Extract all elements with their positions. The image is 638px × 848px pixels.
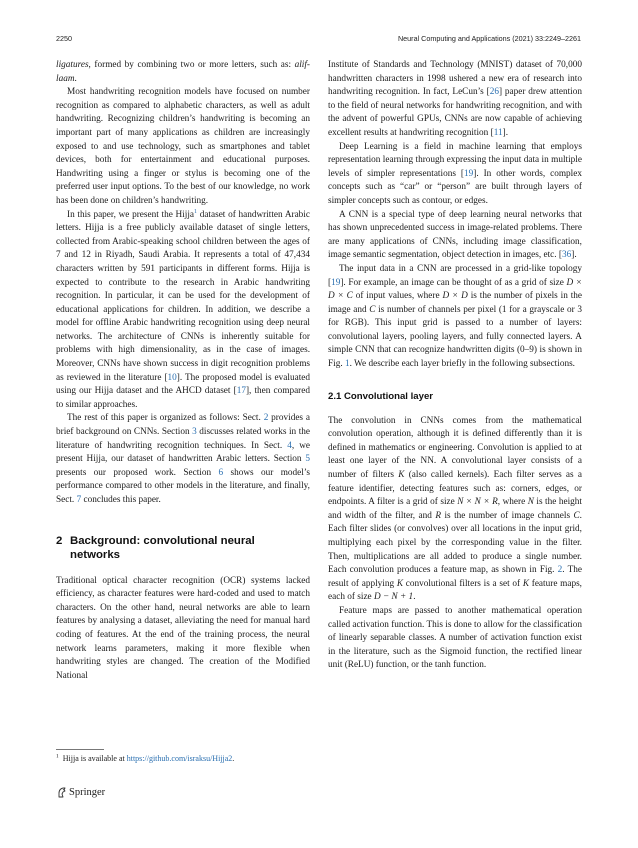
text-run: The input data in a CNN are processed in a grid-like topology [ bbox=[328, 263, 582, 288]
left-column bbox=[56, 59, 310, 683]
math-expression: K bbox=[396, 578, 403, 589]
right-column bbox=[328, 59, 582, 673]
paragraph bbox=[328, 209, 582, 263]
text-run: is the number of image channels bbox=[441, 510, 574, 521]
text-run: feature maps, each of size bbox=[328, 578, 582, 603]
paragraph: Feature maps are passed to another mathematical operation called activation function. This is done to allow for the classification of linearly separable classes. A number of activation function exist in the literature, such as the Sigmoid function, the rectified linear unit (ReLU) function, or the tanh function. bbox=[328, 605, 582, 671]
section-link[interactable]: 3 bbox=[192, 427, 197, 438]
text-run: , formed by combining two or more letters, such as: bbox=[88, 60, 295, 70]
citation-link[interactable]: 36 bbox=[562, 250, 572, 261]
text-run: . We describe each layer briefly in the following subsections. bbox=[349, 359, 575, 370]
citation-link[interactable]: 19 bbox=[331, 277, 341, 288]
italic-term: ligatures bbox=[56, 60, 89, 70]
figure-link[interactable]: 1 bbox=[344, 359, 350, 370]
text-run: (also called kernels). Each filter serves as a feature identifier, detecting features such as: corners, edges, or endpoints. A filter is a grid of size bbox=[328, 470, 582, 508]
text-run: . The result of applying bbox=[328, 565, 582, 589]
footnote-url-link[interactable]: https://github.com/israksu/Hijja2 bbox=[126, 754, 233, 763]
footnote-text: . bbox=[232, 754, 235, 763]
text-run: . bbox=[74, 73, 77, 84]
page-number: 2250 bbox=[56, 34, 72, 43]
text-run: ] paper drew attention to the field of neural networks for handwriting recognition, and with the advent of powerful GPUs, CNNs are now capable of achieving excellent results at handwriting recognition [ bbox=[328, 87, 582, 138]
text-run: discusses related works in the literature of handwriting recognition techniques. In Sect. bbox=[56, 427, 310, 451]
citation-link[interactable]: 17 bbox=[236, 386, 246, 397]
citation-link[interactable]: 26 bbox=[489, 87, 499, 98]
text-run: ]. bbox=[502, 127, 509, 138]
text-run: . bbox=[413, 592, 416, 603]
text-run: The rest of this paper is organized as follows: Sect. bbox=[67, 413, 264, 424]
section-link[interactable]: 6 bbox=[218, 467, 224, 478]
running-header bbox=[56, 34, 581, 48]
text-run: is the number of pixels in the image and bbox=[328, 291, 582, 315]
italic-term: alif-laam bbox=[56, 60, 310, 84]
section-heading bbox=[56, 534, 310, 562]
text-run: . Each filter slides (or convolves) over all locations in the input grid, multiplying each pixel by the corresponding value in the filter. Then, multiplications are all added to produce a single number. Each convolution produces a feature map, as shown in Fig. bbox=[328, 510, 582, 576]
citation-link[interactable]: 19 bbox=[463, 168, 474, 179]
springer-horse-icon bbox=[56, 787, 67, 798]
text-run: concludes this paper. bbox=[81, 495, 161, 505]
paragraph: Traditional optical character recognition (OCR) systems lacked efficiency, as character features were hard-coded and used to match characters. On the other hand, neural networks are able to learn features by analysing a dataset, alleviating the need for manual hard coding of features. At the end of the training process, the neural network learns parameters, making it more flexible when handwriting styles are changed. The creation of the Modified National bbox=[56, 575, 310, 681]
section-number: 2 bbox=[56, 534, 63, 547]
text-run: Deep Learning is a field in machine learning that employs representation learning through expressing the input data in multiple levels of simpler representations [ bbox=[328, 141, 582, 179]
section-link[interactable]: 5 bbox=[305, 454, 310, 465]
footnote-marker[interactable]: 1 bbox=[194, 208, 197, 215]
paragraph bbox=[328, 141, 582, 209]
text-run: is number of channels per pixel (1 for a grayscale or 3 for RGB). This input grid is passed to a number of layers: convolutional layers, pooling layers, and fully connected layers. A simple CNN that can recognize handwritten digits (0–9) is shown in Fig. bbox=[328, 304, 582, 370]
math-expression: K bbox=[522, 578, 530, 589]
paragraph bbox=[328, 415, 582, 605]
math-expression: D − N + 1 bbox=[373, 592, 414, 603]
subsection-heading: 2.1 Convolutional layer bbox=[328, 390, 434, 402]
math-expression: C bbox=[369, 304, 376, 315]
text-run: ]. bbox=[571, 250, 577, 261]
text-run: presents our proposed work. Section bbox=[56, 467, 219, 478]
text-run: is the height and width of the filter, and bbox=[328, 497, 582, 521]
section-link[interactable]: 7 bbox=[76, 495, 82, 505]
text-run: The convolution in CNNs comes from the mathematical convolution operation, although it is defined differently than it is defined in mathematics or engineering. Convolution is applied to at least one layer of the NN. A convolutional layer consists of a number of filters bbox=[328, 415, 582, 481]
section-link[interactable]: 4 bbox=[287, 440, 292, 451]
text-run: ]. For example, an image can be thought of as a grid of size bbox=[340, 277, 567, 288]
text-run: , we present Hijja, our dataset of handwritten Arabic letters. Section bbox=[56, 440, 310, 465]
text-run: shows our model’s performance compared to other models in the literature, and finally, Sect. bbox=[56, 467, 310, 505]
paragraph bbox=[56, 59, 310, 86]
footnote bbox=[56, 754, 310, 764]
paragraph bbox=[56, 412, 310, 507]
publisher-name: Springer bbox=[69, 787, 106, 798]
paragraph bbox=[328, 59, 582, 141]
math-expression: R bbox=[435, 510, 442, 521]
text-run: ]. In other words, complex concepts such as “car” or “person” are built through layers of simpler concepts such as contour, or edges. bbox=[328, 168, 582, 206]
text-run: In this paper, we present the Hijja bbox=[67, 209, 194, 220]
text-run: provides a brief background on CNNs. Section bbox=[56, 413, 310, 438]
math-expression: C bbox=[573, 510, 580, 521]
journal-citation: Neural Computing and Applications (2021) 33:2249–2261 bbox=[397, 34, 581, 43]
citation-link[interactable]: 10 bbox=[167, 372, 177, 383]
text-run: convolutional filters is a set of bbox=[403, 578, 523, 589]
footnote-text: Hijja is available at bbox=[62, 754, 127, 763]
footnote-number: 1 bbox=[56, 753, 59, 760]
text-run: of input values, where bbox=[352, 291, 443, 302]
math-expression: D × D × C bbox=[328, 277, 582, 302]
figure-link[interactable]: 2 bbox=[557, 565, 563, 576]
text-run: ]. The proposed model is evaluated using our Hijja dataset and the AHCD dataset [ bbox=[56, 372, 310, 397]
section-link[interactable]: 2 bbox=[263, 413, 269, 424]
text-run: A CNN is a special type of deep learning neural networks that has shown unprecedented success in image-related problems. There are many applications of CNNs, including image classification, image semantic segmentation, object detection in images, etc. [ bbox=[328, 209, 582, 261]
paragraph bbox=[328, 263, 582, 372]
text-run: Institute of Standards and Technology (MNIST) dataset of 70,000 handwritten characters in 1998 ushered a new era of research into handwriting recognition. In fact, LeCun’s [ bbox=[328, 60, 582, 98]
math-expression: K bbox=[398, 470, 405, 481]
citation-link[interactable]: 11 bbox=[493, 127, 503, 138]
section-title-line2: networks bbox=[70, 548, 121, 561]
math-expression: N × N × R bbox=[457, 497, 498, 508]
section-title-line1: Background: convolutional neural bbox=[70, 534, 255, 547]
paragraph bbox=[56, 209, 310, 413]
footnote-rule bbox=[56, 749, 104, 750]
math-expression: N bbox=[527, 497, 534, 508]
text-run: ], then compared to similar approaches. bbox=[56, 386, 310, 410]
text-run: , where bbox=[497, 497, 528, 508]
paragraph: Most handwriting recognition models have focused on number recognition as compared to alphabetic characters, as well as adult handwriting. Recognizing children’s handwriting is becoming an important part of many applications as children are increasingly exposed to and use technology, such as smartphones and tablet devices, both for entertainment and educational purposes. Handwriting using a finger or stylus is becoming one of the preferred user input options. To the best of our knowledge, no work has been done on children’s handwriting. bbox=[56, 87, 310, 206]
text-run: dataset of handwritten Arabic letters. Hijja is a free publicly available dataset of single letters, collected from Arabic-speaking school children between the ages of 7 and 12 in Riyadh, Saudi Arabia. It represents a total of 47,434 characters written by 591 participants in different forms. Hijja is expected to contribute to the research in Arabic handwriting recognition. In particular, it can be used for the development of educational applications for children. In addition, we describe a model for offline Arabic handwriting recognition using deep neural networks. The architecture of CNNs is inherently suitable for problems with high dimensionality, as in the case of images. Moreover, CNNs have shown success in digit recognition problems as reviewed in the literature [ bbox=[56, 209, 310, 383]
math-expression: D × D bbox=[442, 291, 468, 302]
